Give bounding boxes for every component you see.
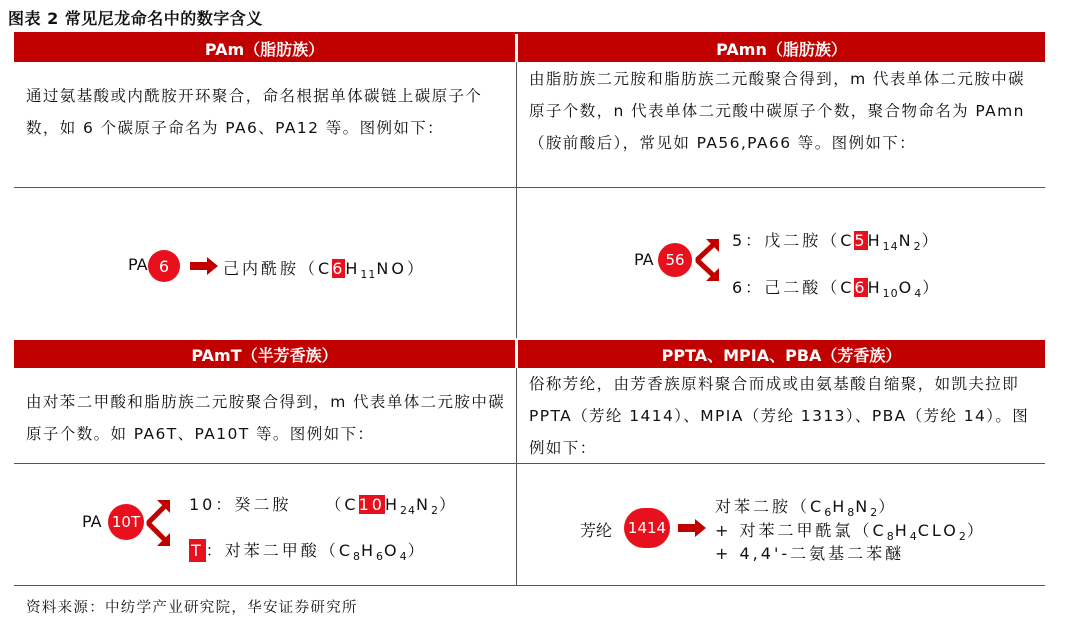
paren-open: （ (299, 259, 319, 278)
formula-h-sub: 8 (847, 506, 856, 519)
header-pamt-text: PAmT（半芳香族） (191, 345, 338, 365)
carbon-count-highlight: 10 (358, 495, 385, 514)
paren-close: ） (922, 278, 942, 297)
formula-n-sub: 2 (870, 506, 879, 519)
formula-cl: CL (917, 521, 944, 540)
header-pamt (14, 340, 515, 368)
paren-close: ） (878, 497, 898, 516)
formula-n-sub: 2 (913, 240, 922, 253)
formula-h: H (384, 495, 400, 514)
formula-o: O (898, 278, 915, 297)
paren-close: ） (438, 495, 458, 514)
compound-caprolactam (223, 256, 426, 281)
row-divider-top-left (14, 187, 1045, 188)
aramid-label: 芳纶 (580, 521, 613, 540)
bottom-rule (14, 585, 1045, 586)
t-highlight: T (191, 541, 204, 560)
compound-name: 戊二胺 (764, 231, 822, 250)
formula-h: H (867, 278, 883, 297)
desc-pam: 通过氨基酸或内酰胺开环聚合，命名根据单体碳链上碳原子个数，如 6 个碳原子命名为 PA6、PA12 等。图例如下： (26, 87, 483, 137)
compound-name: 癸二胺 (234, 495, 292, 514)
formula-n: N (415, 495, 431, 514)
compound-name: 己内酰胺 (223, 259, 300, 278)
compound-adipic-acid (732, 275, 941, 300)
pa-label: PA (634, 250, 654, 269)
compound-name: 对苯二甲酰氯 (739, 521, 854, 540)
carbon-count-highlight: 5 (854, 231, 868, 250)
compound-name: 对苯二胺 (715, 497, 792, 516)
header-aromatic-text: PPTA、MPIA、PBA（芳香族） (661, 345, 902, 365)
formula-n: N (855, 497, 871, 516)
formula-c: C (840, 231, 855, 250)
compound-phenylenediamine (715, 494, 897, 519)
header-aromatic (518, 340, 1045, 368)
carbon-count-highlight: 6 (332, 259, 346, 278)
branch-arrows-icon (145, 497, 171, 549)
formula-c-sub: 8 (353, 550, 361, 563)
source-note: 资料来源：中纺学产业研究院，华安证券研究所 (26, 600, 358, 616)
paren-close: ） (921, 231, 941, 250)
header-pam (14, 34, 515, 62)
line-prefix: + (715, 521, 740, 540)
branch-arrows-icon (694, 236, 720, 284)
formula-h: H (345, 259, 361, 278)
formula-h: H (832, 497, 848, 516)
carbon-count-highlight: 6 (854, 278, 868, 297)
compound-terephthalic-acid (189, 538, 427, 563)
right-arrow-icon (678, 519, 706, 537)
paren-open: （ (821, 278, 841, 297)
formula-h-sub: 24 (399, 504, 416, 517)
number-circle: 10T (108, 504, 144, 540)
paren-open: （ (853, 521, 873, 540)
formula-h-sub: 14 (882, 240, 899, 253)
desc-aromatic: 俗称芳纶，由芳香族原料聚合而成或由氨基酸自缩聚，如凯夫拉即 PPTA（芳纶 1414）、MPIA（芳纶 1313）、PBA（芳纶 14）。图例如下： (529, 375, 1030, 457)
formula-n-sub: 2 (430, 504, 439, 517)
formula-c-sub: 8 (886, 530, 895, 543)
number-circle: 56 (658, 243, 692, 277)
formula-h: H (894, 521, 910, 540)
formula-h-sub: 6 (376, 550, 385, 563)
paren-open: （ (325, 495, 345, 514)
formula-o: O (943, 521, 959, 540)
number-circle: 6 (148, 250, 180, 282)
formula-rest: NO (376, 259, 407, 278)
compound-name: 对苯二甲酸 (224, 541, 320, 560)
separator: ： (205, 541, 225, 560)
paren-open: （ (319, 541, 339, 560)
compound-name: 己二酸 (764, 278, 822, 297)
pa-label: PA (128, 255, 148, 274)
formula-h: H (361, 541, 377, 560)
compound-pentanediamine (732, 228, 941, 253)
formula-c: C (318, 259, 333, 278)
formula-h-sub: 11 (360, 268, 377, 281)
paren-close: ） (407, 541, 427, 560)
compound-terephthaloyl-chloride (715, 518, 986, 543)
paren-close: ） (406, 259, 426, 278)
desc-pamt: 由对苯二甲酸和脂肪族二元胺聚合得到，m 代表单体二元胺中碳原子个数。如 PA6T、PA10T 等。图例如下： (26, 393, 506, 443)
figure-title: 图表 2 常见尼龙命名中的数字含义 (8, 9, 263, 28)
formula-o-sub: 4 (399, 550, 408, 563)
formula-h-sub: 4 (909, 530, 918, 543)
formula-c: C (872, 521, 887, 540)
formula-c: C (840, 278, 855, 297)
header-pam-text: PAm（脂肪族） (204, 39, 325, 59)
formula-o-sub: 4 (914, 287, 923, 300)
formula-n: N (898, 231, 914, 250)
formula-c: C (338, 541, 353, 560)
formula-o-sub: 2 (958, 530, 967, 543)
paren-open: （ (791, 497, 811, 516)
pa-label: PA (82, 512, 102, 531)
header-pamn (518, 34, 1045, 62)
line-prefix: 5： (732, 231, 765, 250)
compound-oxydianiline: + 4,4'-二氨基二苯醚 (715, 544, 905, 563)
formula-c: C (810, 497, 825, 516)
header-pamn-text: PAmn（脂肪族） (716, 39, 847, 59)
formula-c: C (344, 495, 359, 514)
formula-c-sub: 6 (824, 506, 833, 519)
number-circle: 1414 (624, 508, 670, 548)
formula-h: H (867, 231, 883, 250)
compound-decanediamine (189, 492, 458, 517)
formula-o: O (384, 541, 400, 560)
paren-close: ） (966, 521, 986, 540)
desc-pamn: 由脂肪族二元胺和脂肪族二元酸聚合得到，m 代表单体二元胺中碳原子个数，n 代表单体二元酸中碳原子个数，聚合物命名为 PAmn（胺前酸后），常见如 PA56,PA66 等。图例如下： (529, 70, 1026, 152)
paren-open: （ (821, 231, 841, 250)
line-prefix: 6： (732, 278, 765, 297)
formula-h-sub: 10 (882, 287, 899, 300)
right-arrow-icon (190, 257, 218, 275)
line-prefix: 10： (189, 495, 235, 514)
